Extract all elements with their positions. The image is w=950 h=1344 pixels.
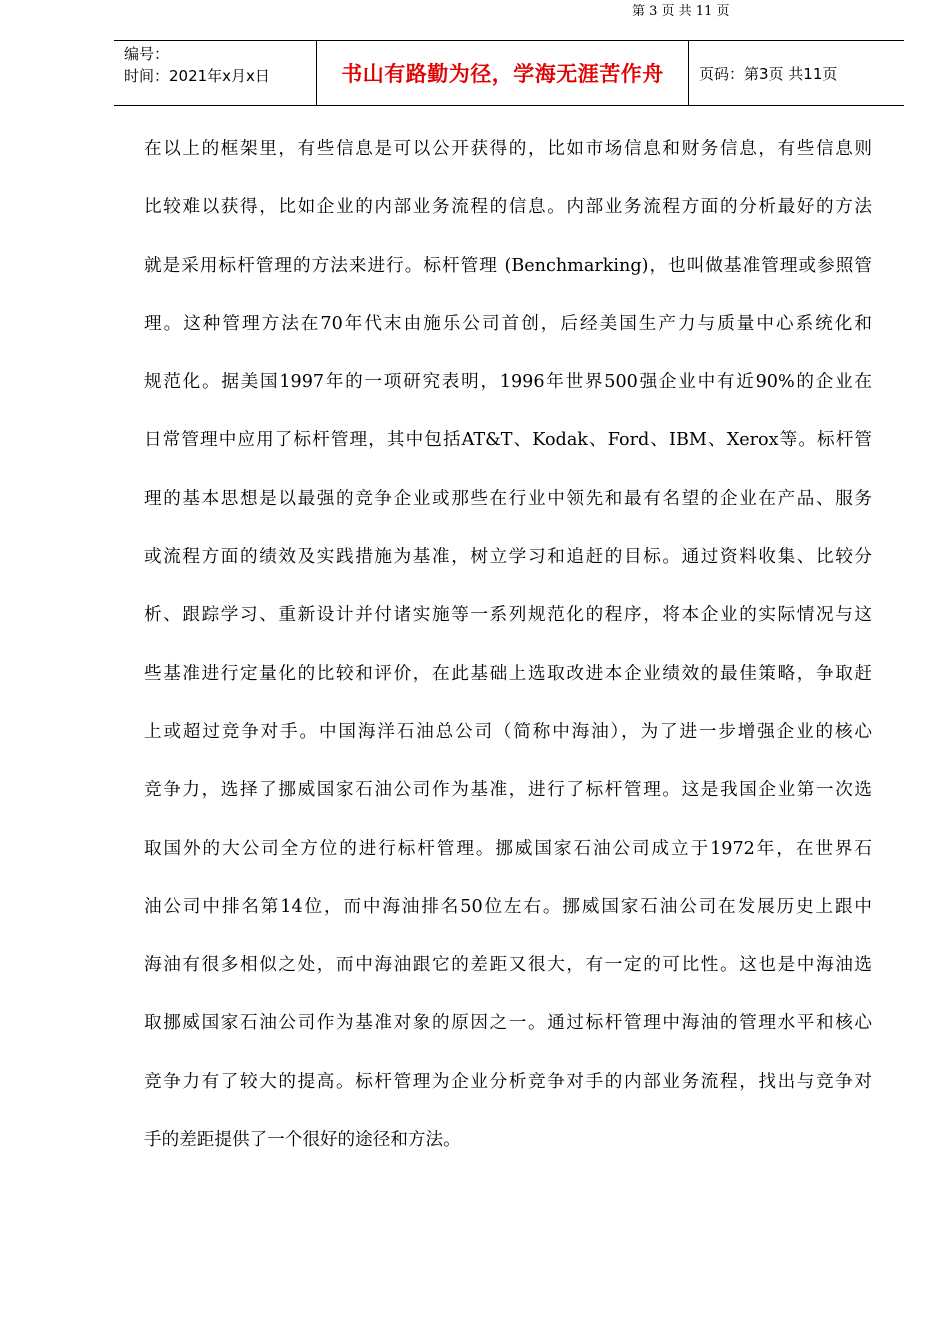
text-line: 在以上的框架里，有些信息是可以公开获得的，比如市场信息和财务信息，有些信息则 [144, 139, 872, 159]
text-line: 取国外的大公司全方位的进行标杆管理。挪威国家石油公司成立于1972年，在世界石 [144, 838, 872, 859]
text-line: 析、跟踪学习、重新设计并付诸实施等一系列规范化的程序，将本企业的实际情况与这 [144, 605, 872, 626]
header-page-code: 页码：第3页 共11页 [699, 64, 838, 83]
document-date: 时间：2021年x月x日 [124, 67, 270, 85]
text-line: 理。这种管理方法在70年代末由施乐公司首创，后经美国生产力与质量中心系统化和 [144, 313, 872, 334]
header-motto-cell [316, 41, 689, 105]
header-meta [114, 41, 316, 105]
text-line: 竞争力，选择了挪威国家石油公司作为基准，进行了标杆管理。这是我国企业第一次选 [144, 780, 872, 801]
text-line: 手的差距提供了一个很好的途径和方法。 [144, 1130, 461, 1151]
page-footer: 第 3 页 共 11 页 [632, 4, 730, 19]
document-number-label: 编号： [124, 45, 170, 63]
text-line: 或流程方面的绩效及实践措施为基准，树立学习和追赶的目标。通过资料收集、比较分 [144, 547, 872, 568]
text-line: 就是采用标杆管理的方法来进行。标杆管理 (Benchmarking)，也叫做基准管理或参照管 [144, 255, 872, 276]
body-text [144, 132, 872, 1181]
text-line: 竞争力有了较大的提高。标杆管理为企业分析竞争对手的内部业务流程，找出与竞争对 [144, 1071, 872, 1092]
text-line: 海油有很多相似之处，而中海油跟它的差距又很大，有一定的可比性。这也是中海油选 [144, 955, 872, 976]
text-line: 取挪威国家石油公司作为基准对象的原因之一。通过标杆管理中海油的管理水平和核心 [144, 1013, 872, 1034]
header-motto: 书山有路勤为径，学海无涯苦作舟 [341, 62, 664, 86]
text-line: 理的基本思想是以最强的竞争企业或那些在行业中领先和最有名望的企业在产品、服务 [144, 488, 872, 509]
header-page-code-cell [689, 41, 904, 105]
page-header [114, 40, 904, 106]
text-line: 比较难以获得，比如企业的内部业务流程的信息。内部业务流程方面的分析最好的方法 [144, 197, 872, 218]
text-line: 些基准进行定量化的比较和评价，在此基础上选取改进本企业绩效的最佳策略，争取赶 [144, 663, 872, 684]
text-line: 油公司中排名第14位，而中海油排名50位左右。挪威国家石油公司在发展历史上跟中 [144, 896, 872, 917]
text-line: 日常管理中应用了标杆管理，其中包括AT&T、Kodak、Ford、IBM、Xerox等。标杆管 [144, 430, 872, 451]
text-line: 规范化。据美国1997年的一项研究表明，1996年世界500强企业中有近90%的企业在 [144, 372, 872, 393]
text-line: 上或超过竞争对手。中国海洋石油总公司（简称中海油），为了进一步增强企业的核心 [144, 721, 872, 742]
